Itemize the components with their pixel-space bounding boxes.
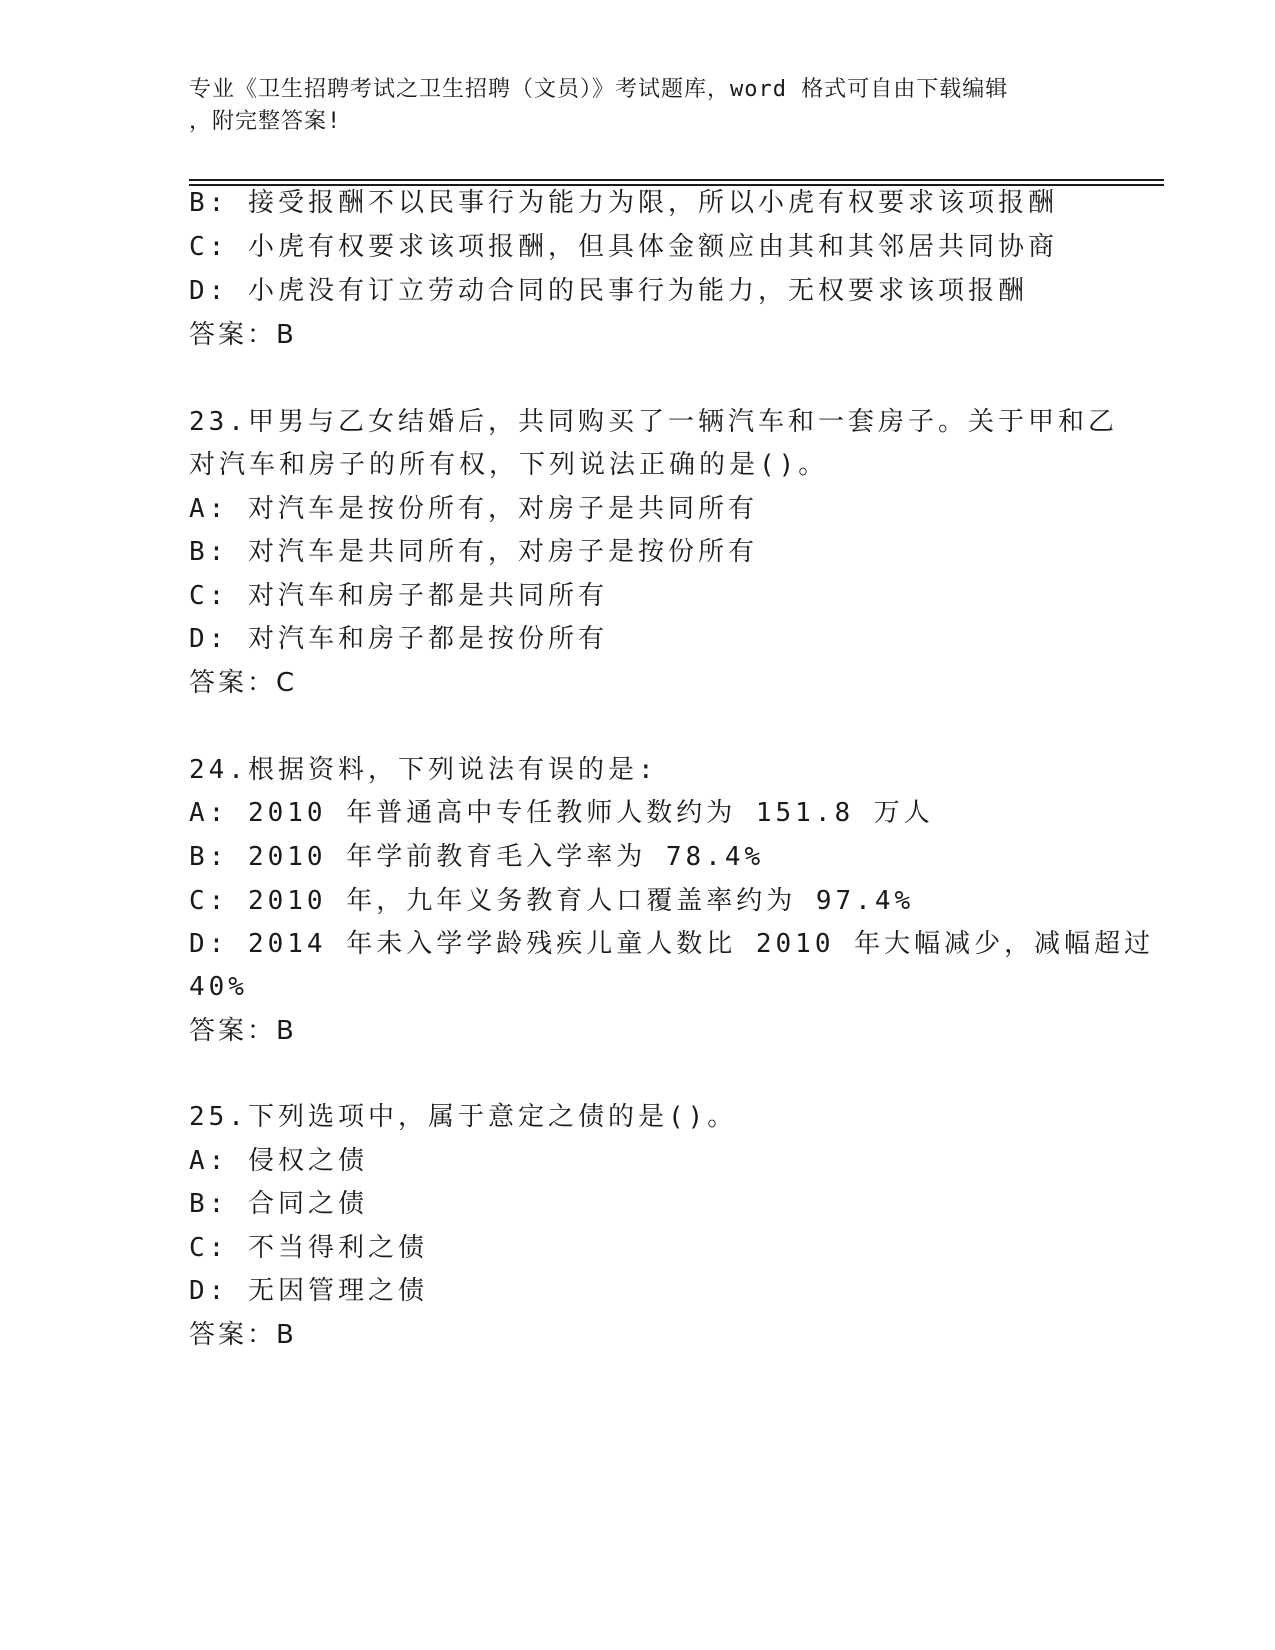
option-b: B: 2010 年学前教育毛入学率为 78.4%	[189, 842, 765, 872]
option-a: A: 2010 年普通高中专任教师人数约为 151.8 万人	[189, 798, 934, 828]
option-d: D: 2014 年未入学学龄残疾儿童人数比 2010 年大幅减少，减幅超过	[189, 929, 1155, 959]
answer: 答案：B	[189, 1320, 297, 1350]
option-c: C: 对汽车和房子都是共同所有	[189, 581, 608, 611]
option-d-continued: 40%	[189, 972, 248, 1002]
answer: 答案：B	[189, 1016, 297, 1046]
option-c: C: 小虎有权要求该项报酬，但具体金额应由其和其邻居共同协商	[189, 232, 1058, 262]
option-c: C: 不当得利之债	[189, 1233, 428, 1263]
option-d: D: 对汽车和房子都是按份所有	[189, 624, 608, 654]
option-c: C: 2010 年，九年义务教育人口覆盖率约为 97.4%	[189, 886, 915, 916]
answer: 答案：C	[189, 668, 298, 698]
option-b: B: 合同之债	[189, 1189, 368, 1219]
header-line-1: 专业《卫生招聘考试之卫生招聘（文员）》考试题库，word 格式可自由下载编辑	[189, 77, 1009, 102]
question-stem: 25.下列选项中，属于意定之债的是()。	[189, 1102, 738, 1132]
document-header	[189, 74, 1089, 138]
option-b: B: 对汽车是共同所有，对房子是按份所有	[189, 537, 758, 567]
header-divider-top	[189, 179, 1164, 181]
header-line-2: ，附完整答案!	[189, 109, 342, 134]
question-stem: 23.甲男与乙女结婚后，共同购买了一辆汽车和一套房子。关于甲和乙	[189, 407, 1118, 437]
option-a: A: 对汽车是按份所有，对房子是共同所有	[189, 494, 758, 524]
option-b: B: 接受报酬不以民事行为能力为限，所以小虎有权要求该项报酬	[189, 188, 1058, 218]
option-a: A: 侵权之债	[189, 1146, 368, 1176]
option-d: D: 无因管理之债	[189, 1276, 428, 1306]
option-d: D: 小虎没有订立劳动合同的民事行为能力，无权要求该项报酬	[189, 276, 1028, 306]
answer: 答案：B	[189, 320, 297, 350]
question-stem-continued: 对汽车和房子的所有权，下列说法正确的是()。	[189, 450, 829, 480]
question-stem: 24.根据资料，下列说法有误的是:	[189, 755, 658, 785]
